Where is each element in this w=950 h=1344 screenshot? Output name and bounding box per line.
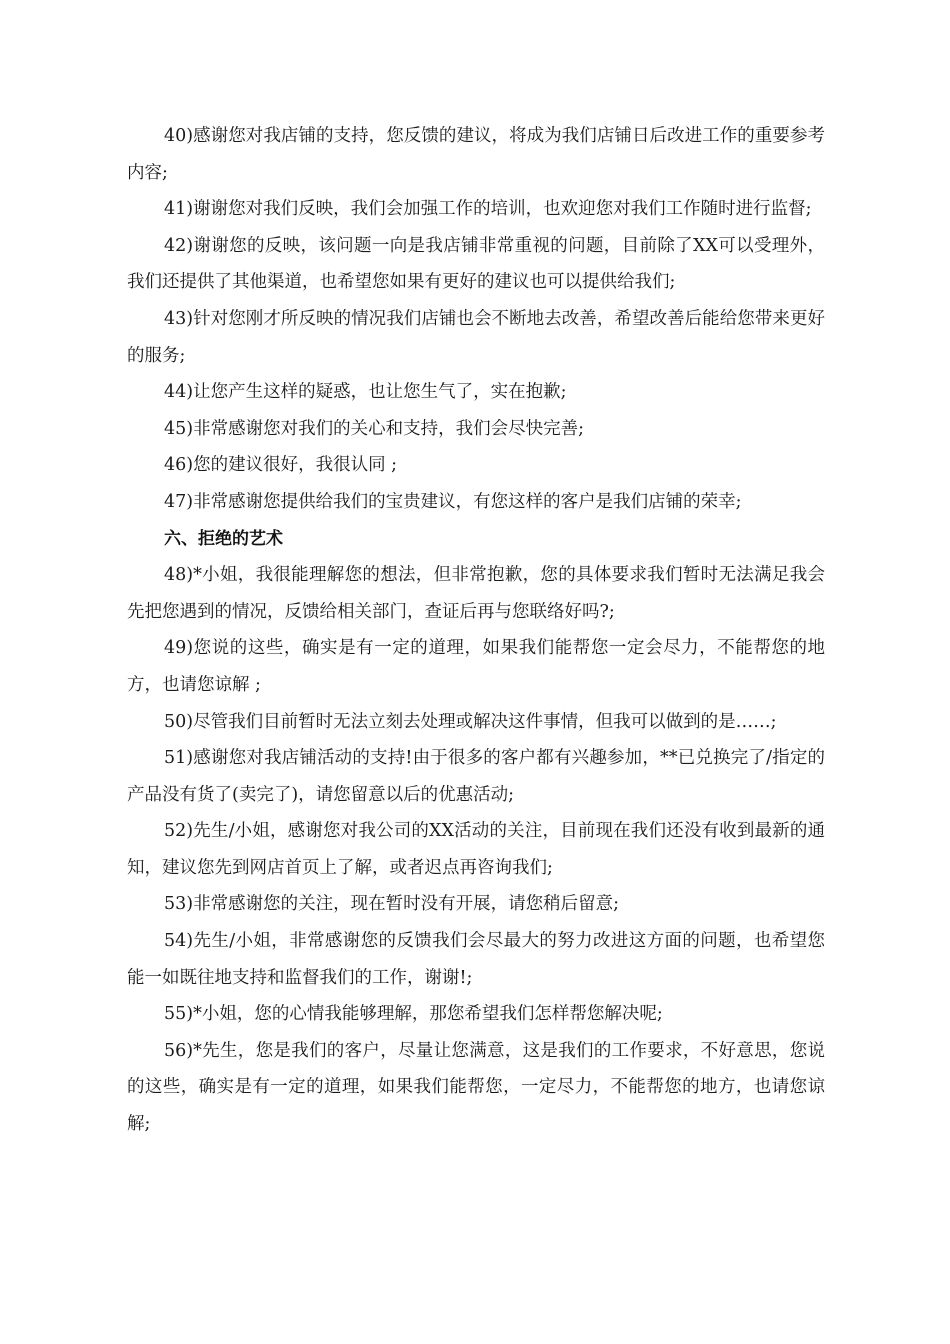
list-item: 55)*小姐，您的心情我能够理解，那您希望我们怎样帮您解决呢;	[164, 1004, 663, 1025]
list-item: 50)尽管我们目前暂时无法立刻去处理或解决这件事情，但我可以做到的是……;	[164, 711, 777, 732]
list-item: 47)非常感谢您提供给我们的宝贵建议，有您这样的客户是我们店铺的荣幸;	[164, 491, 742, 512]
section-heading: 六、拒绝的艺术	[164, 528, 283, 549]
list-item: 56)*先生，您是我们的客户，尽量让您满意，这是我们的工作要求，不好意思，您说的这些，确实是有一定的道理，如果我们能帮您，一定尽力，不能帮您的地方，也请您谅解;	[127, 1040, 825, 1135]
document-body	[127, 118, 825, 1143]
list-item: 40)感谢您对我店铺的支持，您反馈的建议，将成为我们店铺日后改进工作的重要参考内容;	[127, 126, 825, 183]
list-item: 52)先生/小姐，感谢您对我公司的XX活动的关注，目前现在我们还没有收到最新的通知，建议您先到网店首页上了解，或者迟点再咨询我们;	[127, 821, 825, 878]
list-item: 54)先生/小姐，非常感谢您的反馈我们会尽最大的努力改进这方面的问题，也希望您能一如既往地支持和监督我们的工作，谢谢!;	[127, 931, 825, 988]
list-item: 51)感谢您对我店铺活动的支持!由于很多的客户都有兴趣参加，**已兑换完了/指定的产品没有货了(卖完了)，请您留意以后的优惠活动;	[127, 748, 825, 805]
list-item: 48)*小姐，我很能理解您的想法，但非常抱歉，您的具体要求我们暂时无法满足我会先把您遇到的情况，反馈给相关部门，查证后再与您联络好吗?;	[127, 565, 825, 622]
list-item: 43)针对您刚才所反映的情况我们店铺也会不断地去改善，希望改善后能给您带来更好的服务;	[127, 308, 825, 366]
list-item: 49)您说的这些，确实是有一定的道理，如果我们能帮您一定会尽力，不能帮您的地方，也请您谅解 ;	[127, 638, 825, 695]
list-item: 42)谢谢您的反映，该问题一向是我店铺非常重视的问题，目前除了XX可以受理外，我们还提供了其他渠道，也希望您如果有更好的建议也可以提供给我们;	[127, 235, 825, 293]
list-item: 41)谢谢您对我们反映，我们会加强工作的培训，也欢迎您对我们工作随时进行监督;	[164, 199, 812, 220]
list-item: 53)非常感谢您的关注，现在暂时没有开展，请您稍后留意;	[164, 894, 619, 915]
list-item: 44)让您产生这样的疑惑，也让您生气了，实在抱歉;	[164, 382, 567, 403]
list-item: 45)非常感谢您对我们的关心和支持，我们会尽快完善;	[164, 418, 584, 439]
list-item: 46)您的建议很好，我很认同 ;	[164, 455, 398, 476]
